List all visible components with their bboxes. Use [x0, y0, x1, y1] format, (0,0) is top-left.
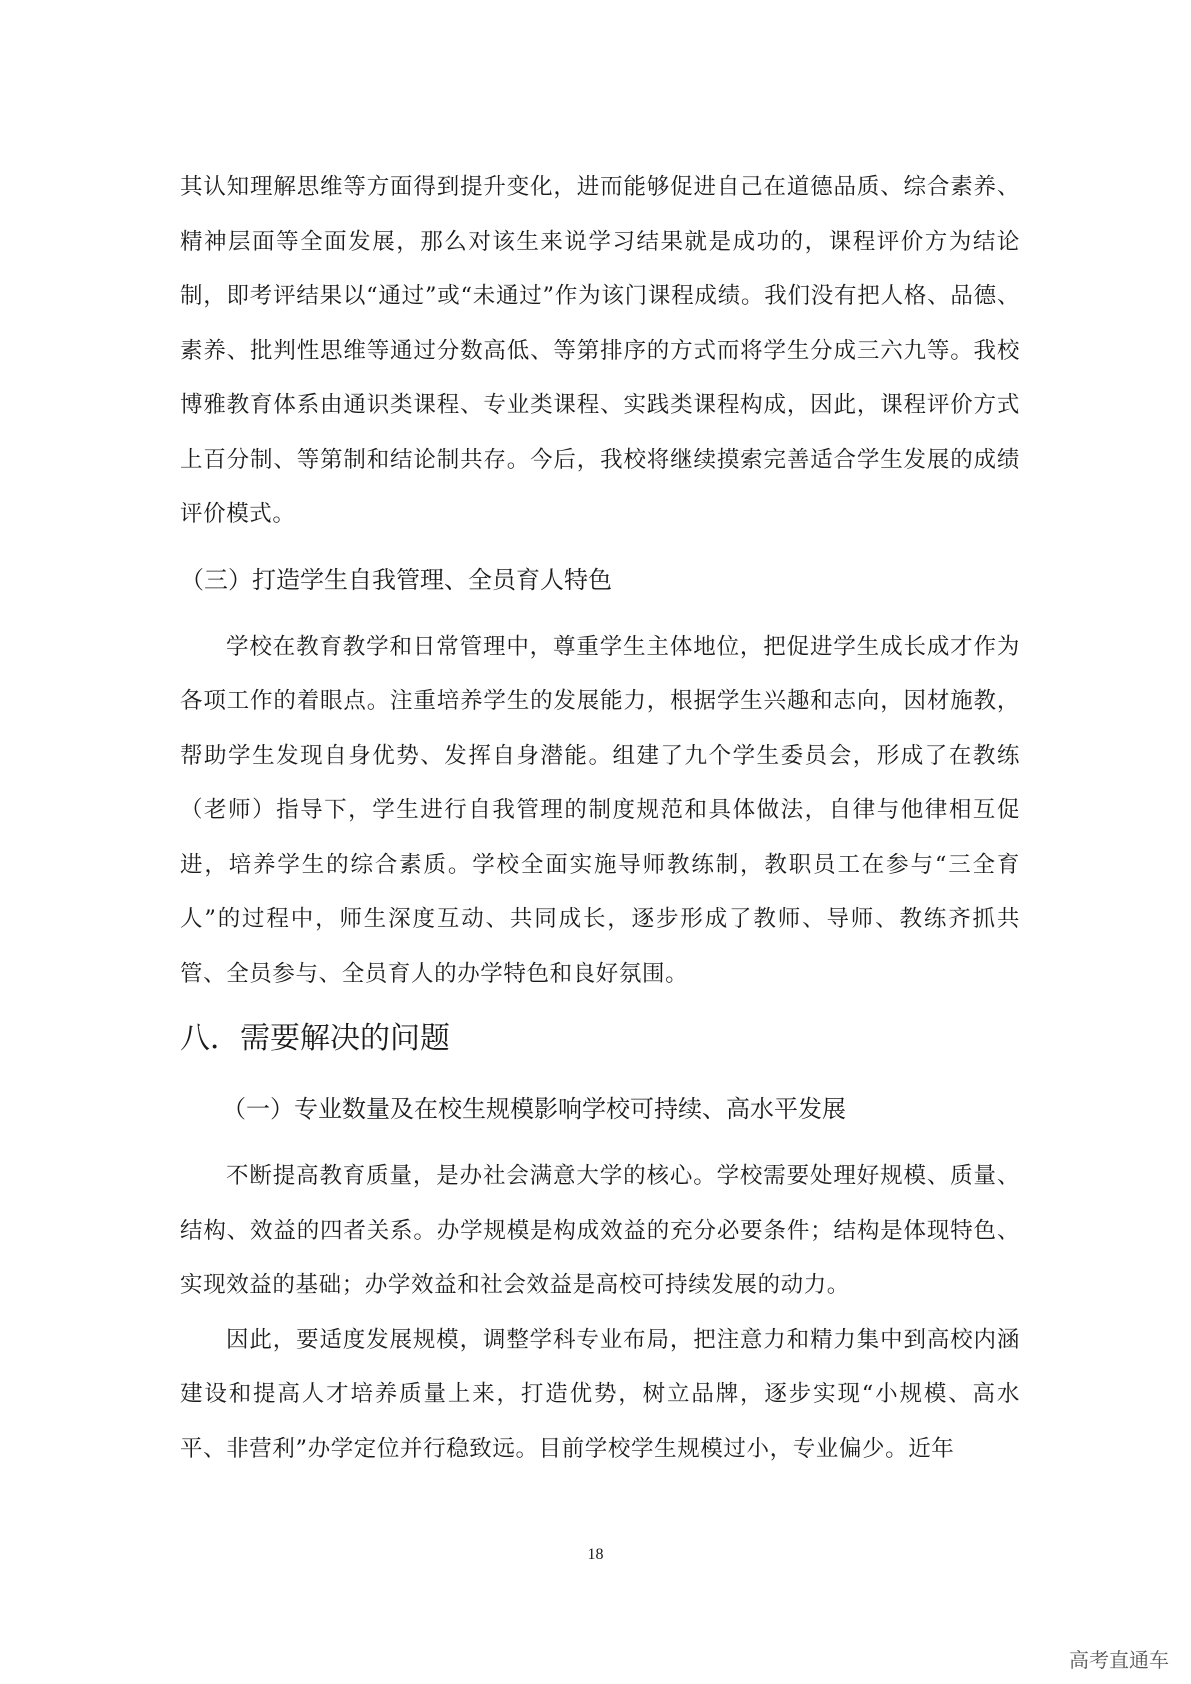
page-number: 18: [587, 1546, 604, 1563]
paragraph-scale-development: 因此，要适度发展规模，调整学科专业布局，把注意力和精力集中到高校内涵建设和提高人才培养质量上来，打造优势，树立品牌，逐步实现“小规模、高水平、非营利”办学定位并行稳致远。目前学校学生规模过小，专业偏少。近年: [180, 1326, 1020, 1462]
chapter-heading-8: 八．需要解决的问题: [180, 1021, 450, 1056]
paragraph-student-self-management: 学校在教育教学和日常管理中，尊重学生主体地位，把促进学生成长成才作为各项工作的着眼点。注重培养学生的发展能力，根据学生兴趣和志向，因材施教，帮助学生发现自身优势、发挥自身潜能。组建了九个学生委员会，形成了在教练（老师）指导下，学生进行自我管理的制度规范和具体做法，自律与他律相互促进，培养学生的综合素质。学校全面实施导师教练制，教职员工在参与“三全育人”的过程中，师生深度互动、共同成长，逐步形成了教师、导师、教练齐抓共管、全员参与、全员育人的办学特色和良好氛围。: [180, 633, 1020, 987]
paragraph-continued: 其认知理解思维等方面得到提升变化，进而能够促进自己在道德品质、综合素养、精神层面等全面发展，那么对该生来说学习结果就是成功的，课程评价方为结论制，即考评结果以“通过”或“未通过”作为该门课程成绩。我们没有把人格、品德、素养、批判性思维等通过分数高低、等第排序的方式而将学生分成三六九等。我校博雅教育体系由通识类课程、专业类课程、实践类课程构成，因此，课程评价方式上百分制、等第制和结论制共存。今后，我校将继续摸索完善适合学生发展的成绩评价模式。: [180, 174, 1020, 527]
section-heading-3: （三）打造学生自我管理、全员育人特色: [180, 565, 612, 594]
watermark-text: 高考直通车: [1069, 1648, 1169, 1672]
page-content: [180, 160, 1020, 1476]
section-heading-1: （一）专业数量及在校生规模影响学校可持续、高水平发展: [222, 1095, 846, 1123]
paragraph-education-quality: 不断提高教育质量，是办社会满意大学的核心。学校需要处理好规模、质量、结构、效益的四者关系。办学规模是构成效益的充分必要条件；结构是体现特色、实现效益的基础；办学效益和社会效益是高校可持续发展的动力。: [180, 1163, 1020, 1298]
